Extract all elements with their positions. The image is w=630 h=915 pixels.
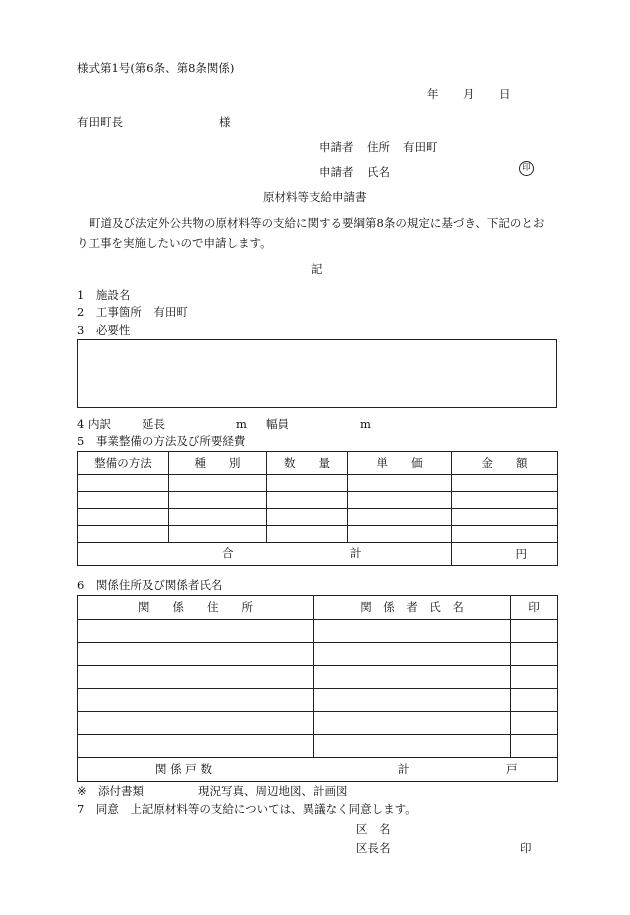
cost-cell[interactable] (452, 492, 558, 509)
form-number: 様式第1号(第6条、第8条関係) (77, 61, 235, 75)
cost-cell[interactable] (169, 526, 267, 543)
attachments-mark: ※ (77, 784, 87, 798)
addressee-honorific: 様 (219, 115, 231, 129)
length-label: 延長 (142, 417, 165, 431)
applicant-name-label: 氏名 (367, 165, 390, 179)
parties-header-name: 関 係 者 氏 名 (314, 596, 511, 620)
cost-cell[interactable] (78, 475, 169, 492)
cost-cell[interactable] (348, 475, 452, 492)
party-cell[interactable] (78, 712, 314, 735)
party-cell[interactable] (78, 620, 314, 643)
cost-cell[interactable] (267, 526, 348, 543)
cost-total-label-cell (78, 543, 452, 566)
party-cell[interactable] (314, 689, 511, 712)
breakdown-label: 4 内訳 (77, 417, 111, 431)
cost-cell[interactable] (169, 475, 267, 492)
households-total-label: 計 (398, 762, 410, 776)
party-cell[interactable] (314, 620, 511, 643)
applicant-label-2: 申請者 (319, 165, 354, 179)
table-row (78, 620, 558, 643)
cost-heading: 5 事業整備の方法及び所要経費 (77, 434, 246, 448)
cost-table (77, 451, 558, 566)
table-row (78, 712, 558, 735)
table-row (78, 475, 558, 492)
party-cell[interactable] (78, 689, 314, 712)
parties-header-seal: 印 (511, 596, 558, 620)
households-row (78, 758, 558, 782)
date-year-label: 年 (427, 87, 439, 101)
cost-total-row (78, 543, 558, 566)
party-cell[interactable] (511, 620, 558, 643)
parties-table (77, 595, 558, 782)
cost-cell[interactable] (452, 509, 558, 526)
cost-header-method: 整備の方法 (78, 452, 169, 475)
cost-total-label-2: 計 (350, 546, 362, 560)
parties-header-address: 関 係 住 所 (78, 596, 314, 620)
party-cell[interactable] (78, 643, 314, 666)
item-facility-name: 1 施設名 (77, 288, 131, 302)
applicant-seal-mark: 印 (519, 161, 534, 176)
cost-cell[interactable] (78, 509, 169, 526)
party-cell[interactable] (511, 735, 558, 758)
cost-cell[interactable] (267, 492, 348, 509)
chief-seal-label: 印 (520, 841, 532, 855)
cost-header-type: 種 別 (169, 452, 267, 475)
body-text-line-1: 町道及び法定外公共物の原材料等の支給に関する要綱第8条の規定に基づき、下記のとお (89, 216, 545, 230)
consent-text: 7 同意 上記原材料等の支給については、異議なく同意します。 (77, 802, 417, 816)
cost-cell[interactable] (267, 475, 348, 492)
cost-cell[interactable] (267, 509, 348, 526)
length-unit: m (236, 417, 247, 431)
table-row (78, 526, 558, 543)
cost-header-amount: 金 額 (452, 452, 558, 475)
party-cell[interactable] (314, 666, 511, 689)
width-unit: m (360, 417, 371, 431)
cost-cell[interactable] (348, 509, 452, 526)
table-row (78, 689, 558, 712)
item-necessity: 3 必要性 (77, 323, 131, 337)
applicant-address-value: 有田町 (403, 140, 438, 154)
date-month-label: 月 (463, 87, 475, 101)
cost-cell[interactable] (452, 526, 558, 543)
cost-cell[interactable] (348, 526, 452, 543)
households-label: 関 係 戸 数 (155, 762, 212, 776)
party-cell[interactable] (314, 643, 511, 666)
cost-total-label: 合 (222, 546, 234, 560)
table-row (78, 492, 558, 509)
applicant-label: 申請者 (319, 140, 354, 154)
table-row (78, 735, 558, 758)
parties-heading: 6 関係住所及び関係者氏名 (77, 578, 223, 592)
addressee-name: 有田町長 (77, 115, 123, 129)
cost-cell[interactable] (78, 526, 169, 543)
cost-cell[interactable] (452, 475, 558, 492)
document-title: 原材料等支給申請書 (263, 190, 367, 204)
party-cell[interactable] (78, 666, 314, 689)
body-text-line-2: り工事を実施したいので申請します。 (77, 236, 272, 250)
party-cell[interactable] (511, 643, 558, 666)
party-cell[interactable] (511, 666, 558, 689)
cost-cell[interactable] (169, 492, 267, 509)
households-cell (78, 758, 558, 782)
cost-cell[interactable] (169, 509, 267, 526)
necessity-field[interactable] (77, 339, 557, 408)
cost-header-unit-price: 単 価 (348, 452, 452, 475)
attachments-value: 現況写真、周辺地図、計画図 (198, 784, 348, 798)
cost-cell[interactable] (78, 492, 169, 509)
party-cell[interactable] (511, 689, 558, 712)
attachments-label: 添付書類 (98, 784, 144, 798)
date-day-label: 日 (499, 87, 511, 101)
table-row (78, 509, 558, 526)
party-cell[interactable] (78, 735, 314, 758)
district-label: 区 名 (356, 822, 391, 836)
cost-total-value[interactable] (452, 543, 558, 566)
ki-label: 記 (311, 262, 323, 276)
applicant-address-label: 住所 (367, 140, 390, 154)
table-row (78, 666, 558, 689)
cost-header-quantity: 数 量 (267, 452, 348, 475)
cost-total-unit: 円 (515, 546, 527, 561)
item-construction-location: 2 工事箇所 有田町 (77, 305, 188, 319)
households-unit: 戸 (506, 762, 518, 776)
cost-cell[interactable] (348, 492, 452, 509)
chief-label: 区長名 (356, 841, 391, 855)
party-cell[interactable] (314, 735, 511, 758)
party-cell[interactable] (511, 712, 558, 735)
table-row (78, 643, 558, 666)
party-cell[interactable] (314, 712, 511, 735)
width-label: 幅員 (266, 417, 289, 431)
